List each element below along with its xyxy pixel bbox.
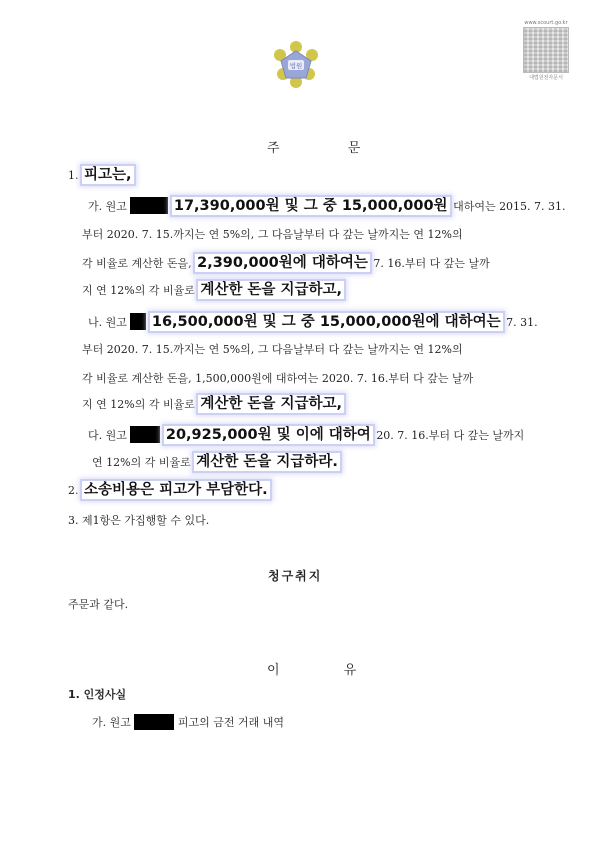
claim-text: 주문과 같다. (68, 598, 129, 611)
order-c-line-2-pre: 연 12%의 각 비율로 (92, 456, 191, 469)
order-b-line-3: 각 비율로 계산한 돈을, 1,500,000원에 대하여는 2020. 7. 16.부터 다 갚는 날까 (82, 372, 474, 385)
order-a-line-4-pre: 지 연 12%의 각 비율로 (82, 284, 195, 297)
order-b-line-4-big: 계산한 돈을 지급하고, (200, 396, 342, 412)
order-b-line-2: 부터 2020. 7. 15.까지는 연 5%의, 그 다음날부터 다 갚는 날까지는 연 12%의 (82, 343, 463, 356)
order-c-rest: 20. 7. 16.부터 다 갚는 날까지 (376, 429, 525, 442)
order-c-line-2 (92, 455, 340, 470)
redaction-box (134, 714, 174, 730)
claim-heading: 청구취지 (268, 569, 323, 583)
order-a-line-2: 부터 2020. 7. 15.까지는 연 5%의, 그 다음날부터 다 갚는 날까지는 연 12%의 (82, 228, 463, 241)
qr-url: www.scourt.go.kr (524, 20, 568, 26)
order-a-line-3 (82, 256, 490, 271)
order-a-line-3-pre: 각 비율로 계산한 돈을, (82, 257, 192, 270)
reason-item-1: 1. 인정사실 (68, 688, 127, 701)
litigation-cost-phrase: 소송비용은 피고가 부담한다. (84, 482, 268, 498)
order-item-1 (68, 168, 134, 183)
order-b-lead: 나. 원고 (88, 316, 127, 329)
order-item-2 (68, 483, 270, 498)
order-a-line-3-amount: 2,390,000원에 대하여는 (197, 255, 368, 271)
qr-code-icon (523, 27, 569, 73)
order-heading: 주 문 (267, 141, 393, 156)
seal-text: 법원 (289, 62, 303, 70)
order-b-rest: 7. 31. (506, 316, 538, 329)
order-item-2-num: 2. (68, 484, 79, 497)
redaction-box (130, 426, 160, 443)
order-c-line-2-big: 계산한 돈을 지급하라. (196, 454, 338, 470)
qr-caption: 대법원전자문서 (529, 75, 563, 81)
reason-a-line (92, 714, 284, 730)
court-seal-icon (269, 38, 323, 92)
verification-qr-code (520, 20, 572, 82)
order-item-3: 3. 제1항은 가집행할 수 있다. (68, 514, 210, 527)
redaction-box (130, 197, 168, 214)
order-a-rest: 대하여는 2015. 7. 31. (453, 200, 566, 213)
order-c-line-1 (88, 426, 524, 443)
order-c-lead: 다. 원고 (88, 429, 127, 442)
reason-a-rest: 피고의 금전 거래 내역 (177, 716, 284, 729)
defendant-phrase: 피고는, (84, 167, 132, 183)
order-a-lead: 가. 원고 (88, 200, 127, 213)
order-b-line-4-pre: 지 연 12%의 각 비율로 (82, 398, 195, 411)
order-b-line-4 (82, 397, 344, 412)
order-c-amount: 20,925,000원 및 이에 대하여 (165, 427, 371, 443)
order-a-line-1 (88, 197, 566, 214)
redaction-box (130, 313, 146, 330)
order-a-amount: 17,390,000원 및 그 중 15,000,000원 (173, 198, 448, 214)
order-a-line-3-post: 7. 16.부터 다 갚는 날까 (373, 257, 490, 270)
order-a-line-4 (82, 283, 344, 298)
order-b-amount: 16,500,000원 및 그 중 15,000,000원에 대하여는 (151, 314, 501, 330)
order-item-1-num: 1. (68, 169, 79, 182)
reason-a-lead: 가. 원고 (92, 716, 131, 729)
reason-heading: 이 유 (267, 663, 387, 678)
order-a-line-4-big: 계산한 돈을 지급하고, (200, 282, 342, 298)
order-b-line-1 (88, 313, 538, 330)
